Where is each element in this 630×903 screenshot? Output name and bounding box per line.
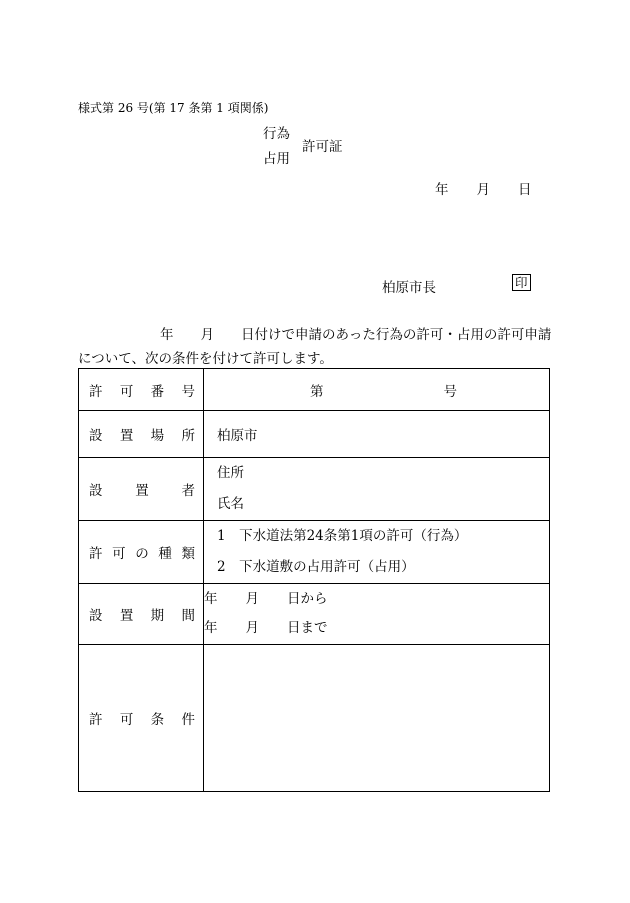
label-period: 設 置 期 間: [79, 584, 204, 645]
value-permit-type[interactable]: [204, 521, 550, 584]
permit-table: [78, 368, 550, 792]
location-text: 柏原市: [217, 428, 258, 444]
row-location: [79, 411, 550, 458]
value-conditions[interactable]: [204, 645, 550, 792]
row-conditions: [79, 645, 550, 792]
title-kind-occupancy: 占用: [263, 151, 290, 167]
label-permit-type: 許 可 の 種 類: [79, 521, 204, 584]
intro-line-2: について、次の条件を付けて許可します。: [78, 351, 333, 367]
issue-day: 日: [518, 182, 532, 198]
row-permit-type: [79, 521, 550, 584]
permit-type-option-2: 2 下水道敷の占用許可（占用）: [217, 559, 415, 575]
value-installer[interactable]: [204, 458, 550, 521]
period-from: 年 月 日から: [204, 591, 328, 607]
intro-month: 月: [200, 327, 214, 343]
title-permit: 許可証: [302, 139, 343, 155]
intro-text: 日付けで申請のあった行為の許可・占用の許可申請: [241, 327, 552, 343]
row-installer: [79, 458, 550, 521]
form-number: 様式第 26 号(第 17 条第 1 項関係): [78, 101, 269, 115]
label-installer: 設 置 者: [79, 458, 204, 521]
value-permit-number[interactable]: [204, 369, 550, 411]
row-period: [79, 584, 550, 645]
installer-address-label: 住所: [217, 465, 244, 481]
label-location: 設 置 場 所: [79, 411, 204, 458]
value-location[interactable]: [204, 411, 550, 458]
intro-year: 年: [160, 327, 174, 343]
issue-month: 月: [476, 182, 490, 198]
issuer-name: 柏原市長: [382, 280, 436, 296]
issue-year: 年: [435, 182, 449, 198]
seal-mark: 印: [512, 274, 531, 291]
number-prefix: 第: [310, 383, 324, 400]
title-kind-action: 行為: [263, 126, 290, 142]
number-suffix: 号: [443, 383, 457, 400]
installer-name-label: 氏名: [217, 496, 244, 512]
row-permit-number: [79, 369, 550, 411]
period-to: 年 月 日まで: [204, 620, 328, 636]
label-permit-number: 許 可 番 号: [79, 369, 204, 411]
label-conditions: 許 可 条 件: [79, 645, 204, 792]
issue-date: [435, 178, 532, 198]
value-period[interactable]: [204, 584, 550, 645]
permit-type-option-1: 1 下水道法第24条第1項の許可（行為）: [217, 528, 468, 544]
intro-line-1: [160, 323, 551, 343]
